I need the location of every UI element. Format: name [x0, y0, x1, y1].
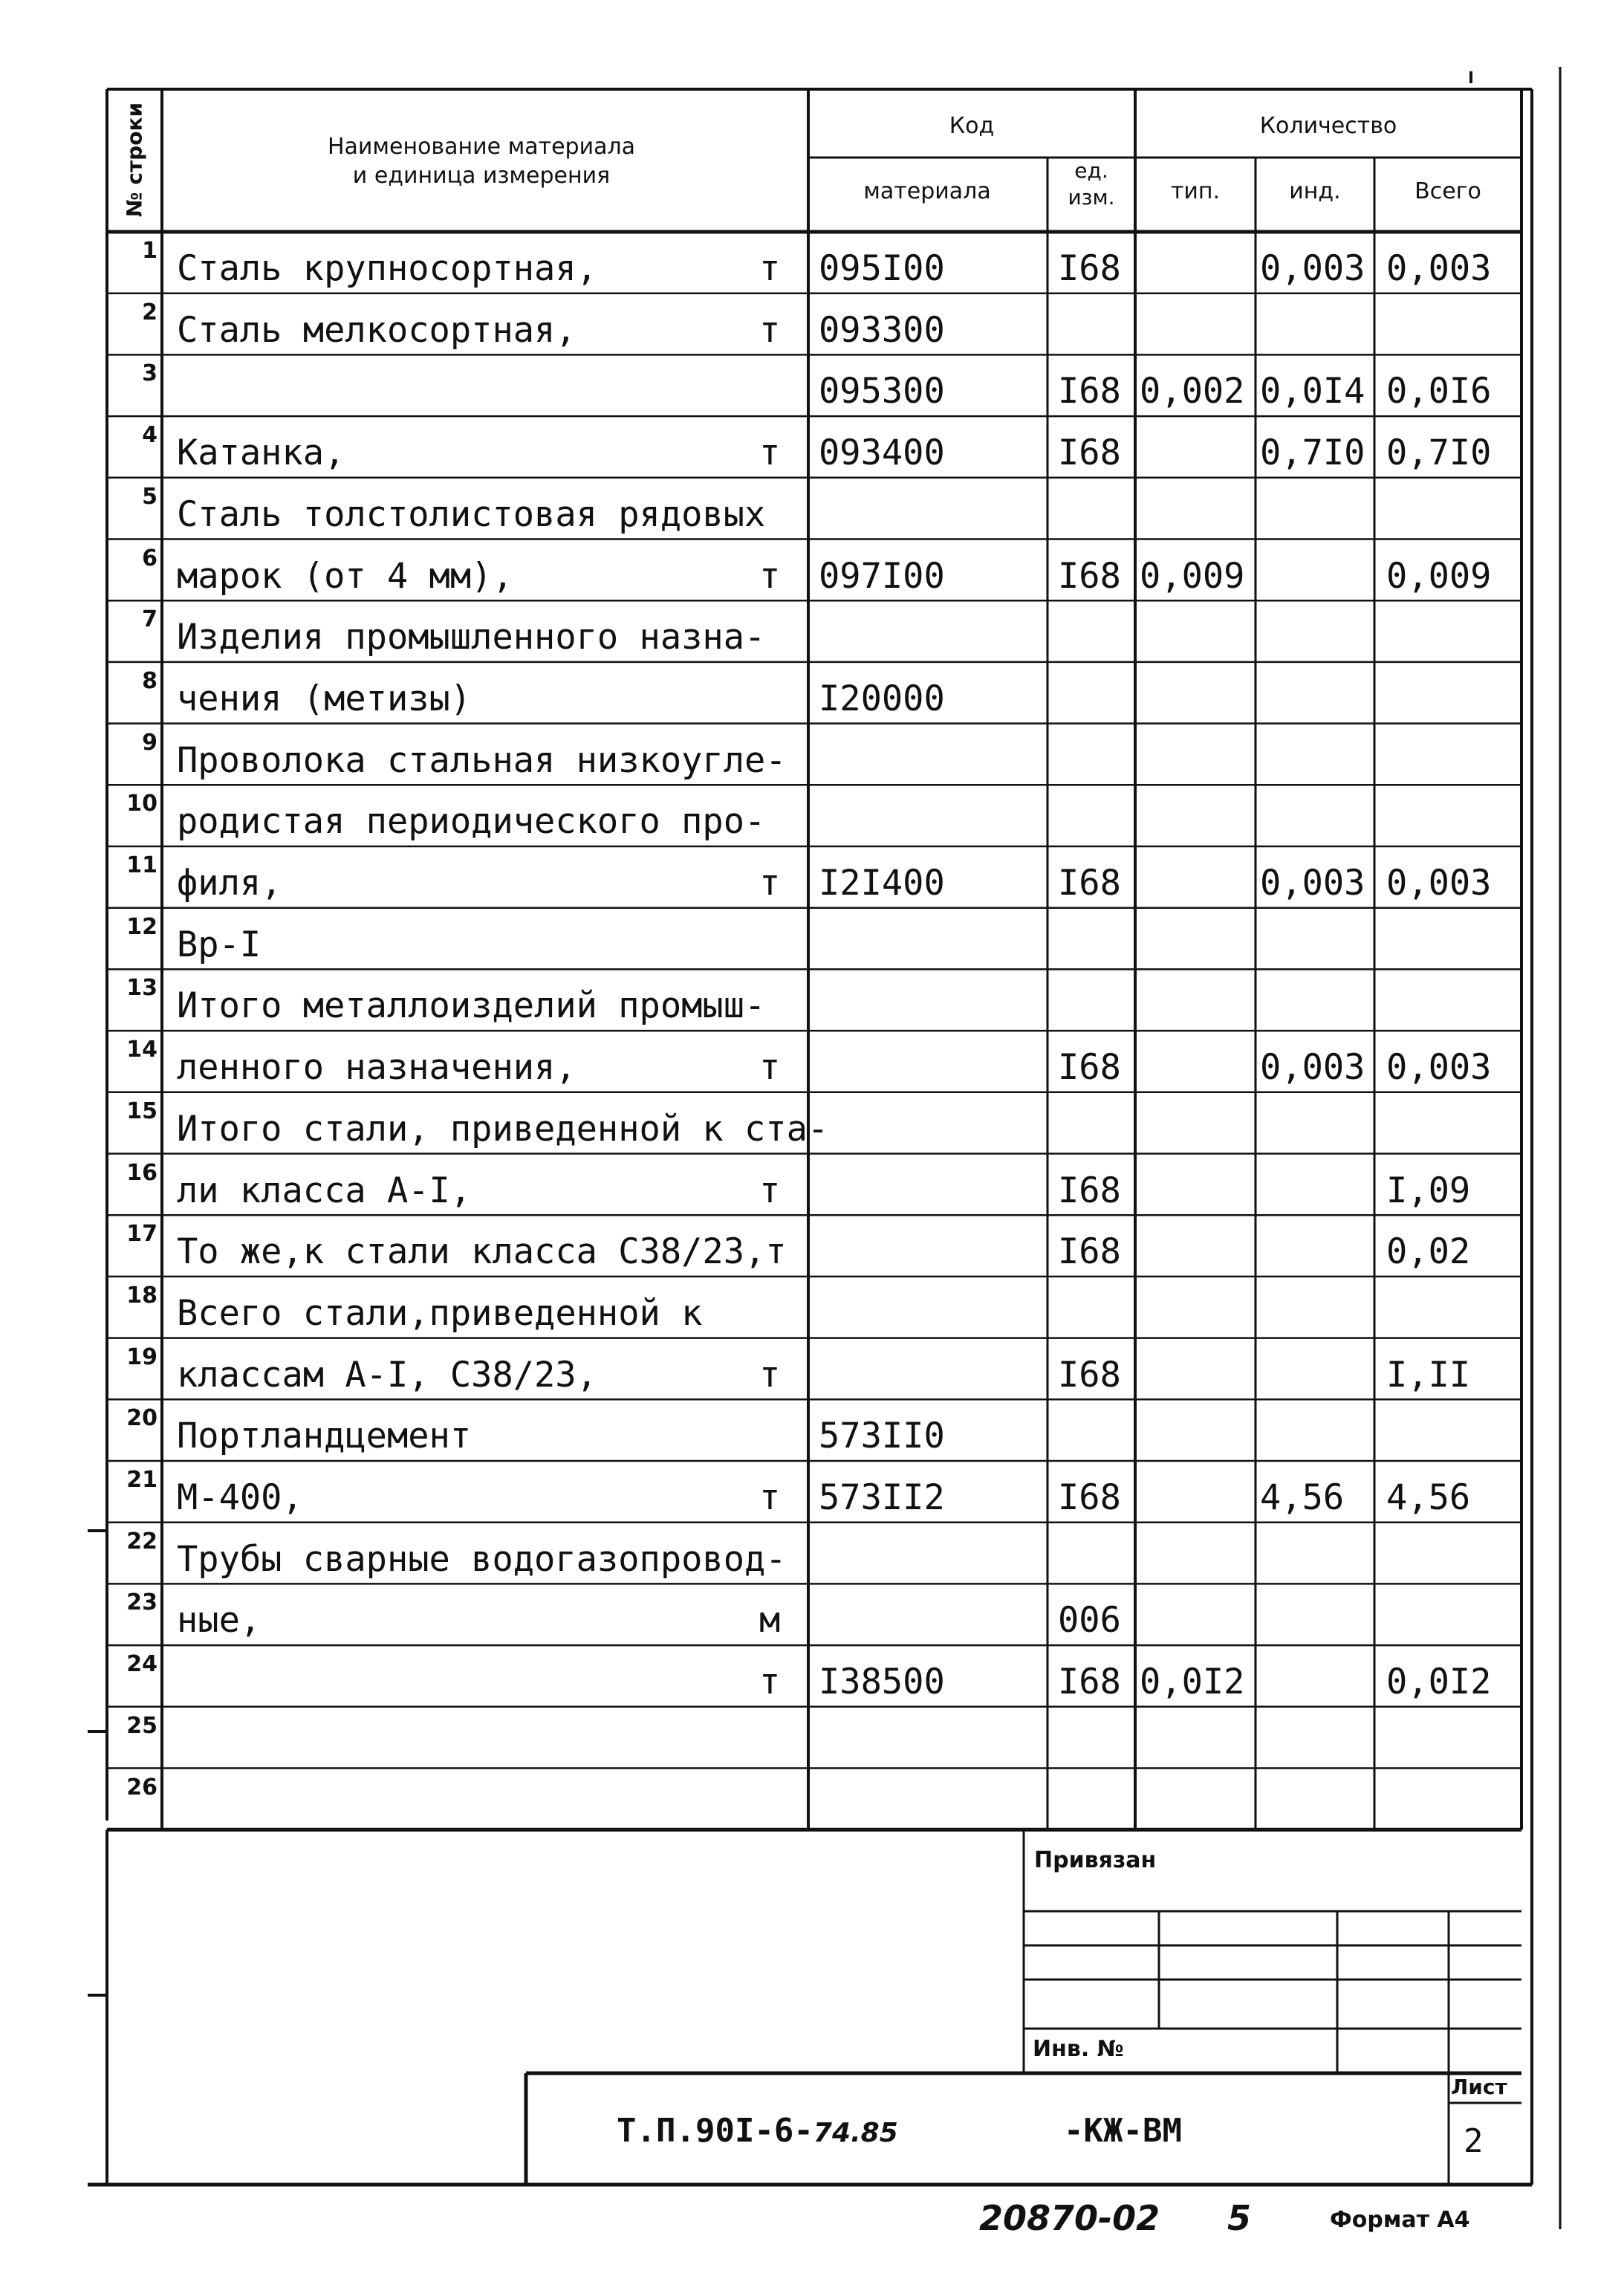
row-number: 20: [126, 1405, 157, 1432]
quantity-total: 0,003: [1386, 1047, 1492, 1089]
quantity-typ: 0,009: [1140, 555, 1245, 597]
table-row: [107, 662, 1521, 724]
inventory-number-label: Инв. №: [1033, 2036, 1124, 2062]
archive-stamp-page: 5: [1227, 2198, 1252, 2238]
material-code: 093400: [819, 432, 945, 474]
material-name: Сталь крупносортная,: [177, 248, 597, 289]
row-number: 14: [126, 1037, 157, 1063]
material-code: I38500: [819, 1662, 945, 1703]
material-name: Вр-I: [177, 924, 262, 965]
unit-code: I68: [1058, 863, 1121, 904]
row-number: 12: [126, 913, 157, 940]
material-name: Изделия промышленного назна-: [177, 617, 766, 658]
row-number: 17: [126, 1221, 157, 1248]
quantity-total: 0,7I0: [1386, 432, 1492, 474]
material-name: филя,: [177, 863, 282, 904]
quantity-ind: 0,003: [1260, 248, 1365, 289]
row-number: 18: [126, 1282, 157, 1309]
document-code: [617, 2112, 898, 2150]
unit-code: I68: [1058, 1170, 1121, 1211]
row-number: 10: [126, 791, 157, 817]
unit-code: I68: [1058, 1231, 1121, 1273]
material-code: 573II0: [819, 1416, 945, 1457]
unit-letter: т: [759, 1354, 781, 1396]
unit-letter: т: [759, 432, 781, 474]
row-number: 2: [142, 299, 157, 325]
quantity-total: 0,003: [1386, 863, 1492, 904]
table-row: [107, 1523, 1521, 1584]
row-number: 8: [142, 667, 157, 694]
material-code: 573II2: [819, 1477, 945, 1518]
table-row: [107, 1584, 1521, 1645]
unit-header: ед. изм.: [1068, 158, 1115, 210]
quantity-total: 4,56: [1386, 1477, 1471, 1518]
row-number: 16: [126, 1159, 157, 1186]
material-name: ли класса А-I,: [177, 1170, 472, 1211]
ind-header: инд.: [1289, 178, 1341, 204]
table-row: [107, 846, 1521, 908]
material-name: Всего стали,приведенной к: [177, 1292, 703, 1334]
unit-letter: т: [759, 863, 781, 904]
row-number: 11: [126, 852, 157, 878]
unit-code: I68: [1058, 432, 1121, 474]
quantity-typ: 0,0I2: [1140, 1662, 1245, 1703]
material-name: Сталь мелкосортная,: [177, 309, 576, 351]
unit-letter: т: [759, 1047, 781, 1089]
linked-label: Привязан: [1034, 1847, 1157, 1873]
table-row: [107, 1154, 1521, 1216]
quantity-total: 0,0I2: [1386, 1662, 1492, 1703]
table-row: [107, 1092, 1521, 1154]
unit-letter: т: [759, 1662, 781, 1703]
table-row: [107, 232, 1521, 294]
row-number: 7: [142, 606, 157, 633]
unit-code: I68: [1058, 555, 1121, 597]
material-name: Итого стали, приведенной к ста-: [177, 1108, 829, 1150]
material-name: Портландцемент: [177, 1416, 472, 1457]
quantity-ind: 0,7I0: [1260, 432, 1365, 474]
table-row: [107, 600, 1521, 662]
material-code: 095300: [819, 371, 945, 412]
row-number: 5: [142, 483, 157, 510]
unit-code: I68: [1058, 371, 1121, 412]
unit-letter: т: [759, 1477, 781, 1518]
document-code-prefix: Т.П.90I-6-: [617, 2112, 813, 2150]
material-name: чения (метизы): [177, 678, 472, 719]
table-row: [107, 785, 1521, 846]
archive-stamp-number: 20870-02: [979, 2198, 1160, 2238]
material-name: ленного назначения,: [177, 1047, 576, 1089]
table-row: [107, 1399, 1521, 1461]
material-name: Проволока стальная низкоугле-: [177, 739, 787, 781]
unit-letter: т: [759, 309, 781, 351]
table-row: [107, 1461, 1521, 1523]
row-number-header-label: № строки: [122, 102, 147, 218]
row-number: 26: [126, 1774, 157, 1800]
table-row: [107, 1031, 1521, 1092]
row-number: 21: [126, 1467, 157, 1493]
table-row: [107, 1645, 1521, 1707]
unit-letter: т: [759, 248, 781, 289]
table-row: [107, 294, 1521, 355]
row-number: 22: [126, 1528, 157, 1555]
quantity-total: I,II: [1386, 1354, 1471, 1396]
typ-header: тип.: [1170, 178, 1221, 204]
document-code-suffix: -КЖ-ВМ: [1064, 2112, 1182, 2150]
unit-code: I68: [1058, 1662, 1121, 1703]
table-row: [107, 416, 1521, 478]
row-number: 9: [142, 729, 157, 756]
quantity-total: 0,0I6: [1386, 371, 1492, 412]
unit-code: I68: [1058, 1354, 1121, 1396]
unit-code: 006: [1058, 1600, 1121, 1641]
material-name: То же,к стали класса С38/23,т: [177, 1231, 787, 1273]
row-number: 4: [142, 422, 157, 449]
total-header: Всего: [1414, 178, 1481, 204]
table-row: [107, 478, 1521, 539]
table-row: [107, 354, 1521, 416]
material-name: Трубы сварные водогазопровод-: [177, 1538, 787, 1580]
table-row: [107, 724, 1521, 785]
row-number: 6: [142, 545, 157, 571]
material-name: Итого металлоизделий промыш-: [177, 985, 766, 1027]
unit-letter: т: [759, 1170, 781, 1211]
material-name: классам А-I, С38/23,: [177, 1354, 597, 1396]
material-name: родистая периодического про-: [177, 801, 766, 843]
sheet-label: Лист: [1451, 2075, 1507, 2099]
material-code: I20000: [819, 678, 945, 719]
material-code: I2I400: [819, 863, 945, 904]
table-row: [107, 1215, 1521, 1277]
unit-letter: м: [759, 1600, 781, 1641]
row-number: 1: [142, 238, 157, 264]
table-row: [107, 969, 1521, 1031]
unit-code: I68: [1058, 1477, 1121, 1518]
table-row: [107, 1338, 1521, 1400]
unit-letter: т: [759, 555, 781, 597]
quantity-total: I,09: [1386, 1170, 1471, 1211]
quantity-total: 0,02: [1386, 1231, 1471, 1273]
document-code-handwritten: 74.85: [813, 2118, 898, 2148]
quantity-typ: 0,002: [1140, 371, 1245, 412]
table-row: [107, 1707, 1521, 1769]
row-number: 25: [126, 1712, 157, 1739]
row-number: 23: [126, 1589, 157, 1616]
quantity-ind: 0,003: [1260, 863, 1365, 904]
quantity-total: 0,009: [1386, 555, 1492, 597]
material-code: 093300: [819, 309, 945, 351]
material-code-header: материала: [863, 178, 991, 204]
unit-code: I68: [1058, 248, 1121, 289]
row-number-header: [107, 89, 162, 230]
table-row: [107, 1769, 1521, 1830]
material-code: 095I00: [819, 248, 945, 289]
format-label: Формат А4: [1330, 2207, 1470, 2233]
row-number: 15: [126, 1098, 157, 1124]
table-row: [107, 539, 1521, 601]
material-code: 097I00: [819, 555, 945, 597]
row-number: 19: [126, 1343, 157, 1370]
material-name-header: Наименование материала и единица измерения: [327, 134, 636, 189]
unit-code: I68: [1058, 1047, 1121, 1089]
quantity-total: 0,003: [1386, 248, 1492, 289]
material-name: марок (от 4 мм),: [177, 555, 513, 597]
material-name: Катанка,: [177, 432, 345, 474]
quantity-ind: 0,003: [1260, 1047, 1365, 1089]
row-number: 24: [126, 1651, 157, 1678]
sheet-number: 2: [1464, 2122, 1484, 2160]
material-name: ные,: [177, 1600, 262, 1641]
row-number: 3: [142, 360, 157, 387]
material-name: Сталь толстолистовая рядовых: [177, 493, 766, 535]
table-row: [107, 908, 1521, 970]
quantity-header: Количество: [1259, 113, 1397, 139]
quantity-ind: 0,0I4: [1260, 371, 1365, 412]
quantity-ind: 4,56: [1260, 1477, 1345, 1518]
row-number: 13: [126, 975, 157, 1002]
table-row: [107, 1277, 1521, 1338]
code-header: Код: [949, 113, 995, 139]
material-name: М-400,: [177, 1477, 303, 1518]
